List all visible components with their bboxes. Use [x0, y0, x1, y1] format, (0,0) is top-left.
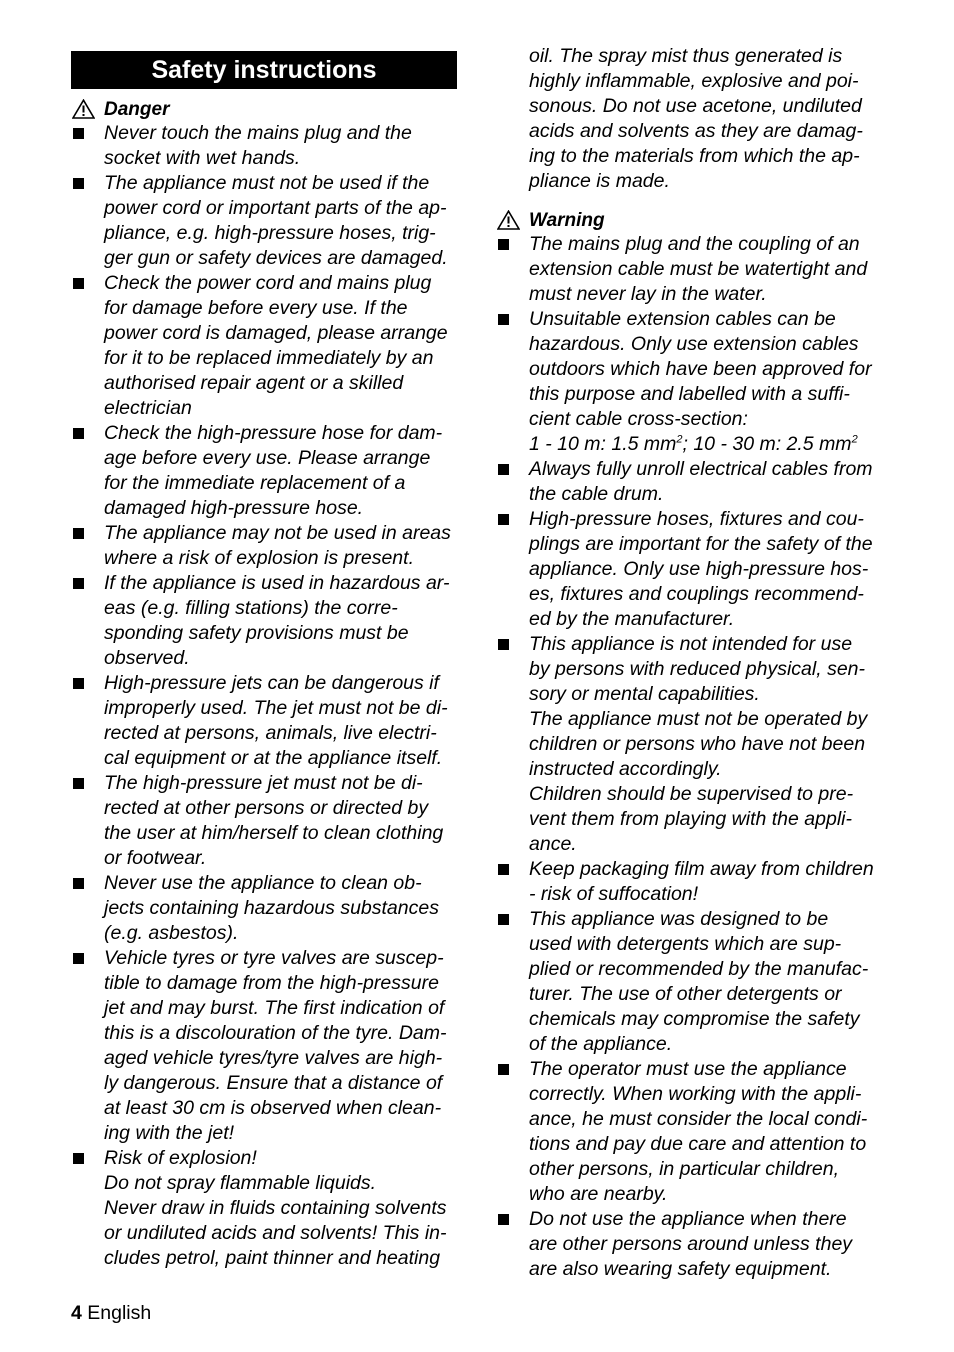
- list-item: [496, 632, 874, 857]
- item-text-line: The operator must use the appliance: [529, 1058, 847, 1080]
- item-paragraph: [496, 232, 874, 307]
- square-bullet-icon: [73, 678, 84, 689]
- list-item: [496, 307, 874, 457]
- item-text-line: power cord or important parts of the ap-: [104, 197, 447, 219]
- item-text-line: Never draw in fluids containing solvents: [104, 1197, 447, 1219]
- square-bullet-icon: [73, 178, 84, 189]
- item-text-line: aged vehicle tyres/tyre valves are high-: [104, 1047, 443, 1069]
- list-item: [496, 457, 874, 507]
- square-bullet-icon: [498, 464, 509, 475]
- item-text-line: plings are important for the safety of the: [529, 533, 873, 555]
- item-text-line: ed by the manufacturer.: [529, 608, 735, 630]
- item-paragraph: [71, 1171, 451, 1196]
- cable-spec-part: 1 - 10 m: 1.5 mm: [529, 433, 677, 455]
- item-text-line: Never touch the mains plug and the: [104, 122, 412, 144]
- list-item: [71, 671, 451, 771]
- item-text-line: ance, he must consider the local condi-: [529, 1108, 868, 1130]
- item-text-line: for it to be replaced immediately by an: [104, 347, 434, 369]
- item-text-line: sory or mental capabilities.: [529, 683, 760, 705]
- square-bullet-icon: [498, 1214, 509, 1225]
- item-text-line: Never use the appliance to clean ob-: [104, 872, 422, 894]
- continuation-text-line: ing to the materials from which the ap-: [529, 145, 860, 167]
- item-text-line: - risk of suffocation!: [529, 883, 699, 905]
- square-bullet-icon: [73, 428, 84, 439]
- item-text-line: The high-pressure jet must not be di-: [104, 772, 423, 794]
- item-text-line: Children should be supervised to pre-: [529, 783, 854, 805]
- item-paragraph: [71, 1196, 451, 1271]
- item-text-line: authorised repair agent or a skilled: [104, 372, 404, 394]
- item-text-line: rected at persons, animals, live electri-: [104, 722, 437, 744]
- list-item: [71, 521, 451, 571]
- square-bullet-icon: [73, 778, 84, 789]
- item-text-line: High-pressure jets can be dangerous if: [104, 672, 439, 694]
- warning-triangle-icon: [72, 99, 95, 119]
- item-text-line: are also wearing safety equipment.: [529, 1258, 832, 1280]
- cable-spec-part: ; 10 - 30 m: 2.5 mm: [682, 433, 852, 455]
- square-bullet-icon: [73, 578, 84, 589]
- item-text-line: electrician: [104, 397, 192, 419]
- item-text-line: jet and may burst. The first indication of: [104, 997, 445, 1019]
- item-text-line: ance.: [529, 833, 577, 855]
- list-item: [71, 871, 451, 946]
- item-text-line: outdoors which have been approved for: [529, 358, 872, 380]
- item-text-line: or undiluted acids and solvents! This in-: [104, 1222, 447, 1244]
- item-paragraph: [496, 507, 874, 632]
- item-text-line: This appliance was designed to be: [529, 908, 829, 930]
- list-item: [71, 771, 451, 871]
- superscript: 2: [676, 433, 683, 446]
- item-paragraph: [496, 907, 874, 1057]
- item-paragraph: [71, 1146, 451, 1171]
- item-text-line: where a risk of explosion is present.: [104, 547, 414, 569]
- item-text-line: instructed accordingly.: [529, 758, 722, 780]
- item-text-line: (e.g. asbestos).: [104, 922, 239, 944]
- page-footer: [71, 1300, 151, 1326]
- item-text-line: If the appliance is used in hazardous ar-: [104, 572, 450, 594]
- item-text-line: turer. The use of other detergents or: [529, 983, 842, 1005]
- page-number: 4: [71, 1302, 82, 1324]
- danger-list: [71, 121, 451, 1271]
- item-paragraph: [71, 171, 451, 271]
- item-text-line: by persons with reduced physical, sen-: [529, 658, 866, 680]
- square-bullet-icon: [73, 953, 84, 964]
- item-text-line: Always fully unroll electrical cables from: [529, 458, 873, 480]
- item-text-line: cal equipment or at the appliance itself.: [104, 747, 443, 769]
- item-paragraph: [496, 707, 874, 782]
- item-text-line: age before every use. Please arrange: [104, 447, 431, 469]
- list-item: [496, 1057, 874, 1207]
- list-item: [496, 907, 874, 1057]
- item-text-line: this purpose and labelled with a suffi-: [529, 383, 850, 405]
- item-text-line: pliance, e.g. high-pressure hoses, trig-: [104, 222, 436, 244]
- item-text-line: The mains plug and the coupling of an: [529, 233, 860, 255]
- item-paragraph: [71, 271, 451, 421]
- list-item: [71, 571, 451, 671]
- danger-heading-label: Danger: [104, 99, 170, 120]
- footer-language: English: [87, 1302, 152, 1324]
- cable-spec-line: [529, 432, 874, 457]
- list-item: [496, 857, 874, 907]
- item-text-line: other persons, in particular children,: [529, 1158, 839, 1180]
- continuation-text-line: acids and solvents as they are damag-: [529, 120, 863, 142]
- item-text-line: of the appliance.: [529, 1033, 673, 1055]
- square-bullet-icon: [498, 864, 509, 875]
- item-text-line: the user at him/herself to clean clothing: [104, 822, 444, 844]
- superscript: 2: [851, 433, 858, 446]
- item-text-line: The appliance must not be used if the: [104, 172, 430, 194]
- item-text-line: es, fixtures and couplings recommend-: [529, 583, 864, 605]
- item-text-line: or footwear.: [104, 847, 207, 869]
- item-paragraph: [496, 307, 874, 432]
- item-text-line: who are nearby.: [529, 1183, 668, 1205]
- list-item: [496, 232, 874, 307]
- item-text-line: vent them from playing with the appli-: [529, 808, 852, 830]
- item-paragraph: [71, 421, 451, 521]
- list-item: [496, 1207, 874, 1282]
- item-text-line: socket with wet hands.: [104, 147, 301, 169]
- item-text-line: eas (e.g. filling stations) the corre-: [104, 597, 398, 619]
- list-item: [71, 171, 451, 271]
- list-item: [71, 421, 451, 521]
- square-bullet-icon: [73, 1153, 84, 1164]
- item-text-line: The appliance must not be operated by: [529, 708, 868, 730]
- warning-heading-label: Warning: [529, 210, 605, 231]
- item-text-line: cludes petrol, paint thinner and heating: [104, 1247, 441, 1269]
- item-paragraph: [71, 521, 451, 571]
- item-paragraph: [71, 671, 451, 771]
- continuation-text-line: highly inflammable, explosive and poi-: [529, 70, 859, 92]
- item-paragraph: [71, 771, 451, 871]
- item-text-line: This appliance is not intended for use: [529, 633, 853, 655]
- item-text-line: must never lay in the water.: [529, 283, 767, 305]
- item-text-line: this is a discolouration of the tyre. Dam-: [104, 1022, 447, 1044]
- warning-list: [496, 232, 874, 1282]
- warning-triangle-icon: [497, 210, 520, 230]
- item-paragraph: [71, 571, 451, 671]
- item-paragraph: [71, 946, 451, 1146]
- square-bullet-icon: [73, 878, 84, 889]
- item-text-line: Do not spray flammable liquids.: [104, 1172, 377, 1194]
- section-title: Safety instructions: [71, 51, 457, 89]
- danger-continuation: [529, 44, 863, 194]
- item-text-line: ing with the jet!: [104, 1122, 235, 1144]
- item-text-line: ly dangerous. Ensure that a distance of: [104, 1072, 443, 1094]
- item-text-line: The appliance may not be used in areas: [104, 522, 451, 544]
- item-paragraph: [496, 457, 874, 507]
- item-paragraph: [71, 871, 451, 946]
- item-paragraph: [71, 121, 451, 171]
- item-text-line: cient cable cross-section:: [529, 408, 748, 430]
- continuation-text-line: oil. The spray mist thus generated is: [529, 45, 843, 67]
- square-bullet-icon: [498, 914, 509, 925]
- item-text-line: plied or recommended by the manufac-: [529, 958, 869, 980]
- item-text-line: chemicals may compromise the safety: [529, 1008, 860, 1030]
- item-paragraph: [496, 782, 874, 857]
- item-text-line: damaged high-pressure hose.: [104, 497, 364, 519]
- item-text-line: extension cable must be watertight and: [529, 258, 868, 280]
- item-text-line: are other persons around unless they: [529, 1233, 853, 1255]
- item-paragraph: [496, 1057, 874, 1207]
- item-text-line: for damage before every use. If the: [104, 297, 408, 319]
- item-text-line: improperly used. The jet must not be di-: [104, 697, 448, 719]
- item-text-line: Check the power cord and mains plug: [104, 272, 432, 294]
- square-bullet-icon: [498, 639, 509, 650]
- square-bullet-icon: [73, 278, 84, 289]
- continuation-text-line: pliance is made.: [529, 170, 670, 192]
- item-text-line: jects containing hazardous substances: [104, 897, 439, 919]
- square-bullet-icon: [498, 1064, 509, 1075]
- square-bullet-icon: [73, 128, 84, 139]
- item-text-line: sponding safety provisions must be: [104, 622, 409, 644]
- item-text-line: appliance. Only use high-pressure hos-: [529, 558, 869, 580]
- item-text-line: Risk of explosion!: [104, 1147, 257, 1169]
- square-bullet-icon: [73, 528, 84, 539]
- item-text-line: Keep packaging film away from children: [529, 858, 874, 880]
- item-text-line: ger gun or safety devices are damaged.: [104, 247, 448, 269]
- continuation-text-line: sonous. Do not use acetone, undiluted: [529, 95, 862, 117]
- item-text-line: correctly. When working with the appli-: [529, 1083, 862, 1105]
- item-text-line: rected at other persons or directed by: [104, 797, 429, 819]
- item-text-line: hazardous. Only use extension cables: [529, 333, 859, 355]
- square-bullet-icon: [498, 514, 509, 525]
- item-paragraph: [496, 632, 874, 707]
- item-paragraph: [496, 1207, 874, 1282]
- item-text-line: for the immediate replacement of a: [104, 472, 406, 494]
- item-paragraph: [496, 857, 874, 907]
- list-item: [496, 507, 874, 632]
- item-text-line: Do not use the appliance when there: [529, 1208, 847, 1230]
- item-text-line: Check the high-pressure hose for dam-: [104, 422, 443, 444]
- item-text-line: the cable drum.: [529, 483, 664, 505]
- item-text-line: children or persons who have not been: [529, 733, 866, 755]
- item-text-line: tions and pay due care and attention to: [529, 1133, 867, 1155]
- list-item: [71, 271, 451, 421]
- list-item: [71, 946, 451, 1146]
- item-text-line: observed.: [104, 647, 190, 669]
- item-text-line: High-pressure hoses, fixtures and cou-: [529, 508, 864, 530]
- item-text-line: tible to damage from the high-pressure: [104, 972, 439, 994]
- list-item: [71, 1146, 451, 1271]
- item-text-line: Unsuitable extension cables can be: [529, 308, 836, 330]
- square-bullet-icon: [498, 314, 509, 325]
- item-text-line: at least 30 cm is observed when clean-: [104, 1097, 442, 1119]
- item-text-line: used with detergents which are sup-: [529, 933, 842, 955]
- item-text-line: Vehicle tyres or tyre valves are suscep-: [104, 947, 444, 969]
- square-bullet-icon: [498, 239, 509, 250]
- item-text-line: power cord is damaged, please arrange: [104, 322, 448, 344]
- list-item: [71, 121, 451, 171]
